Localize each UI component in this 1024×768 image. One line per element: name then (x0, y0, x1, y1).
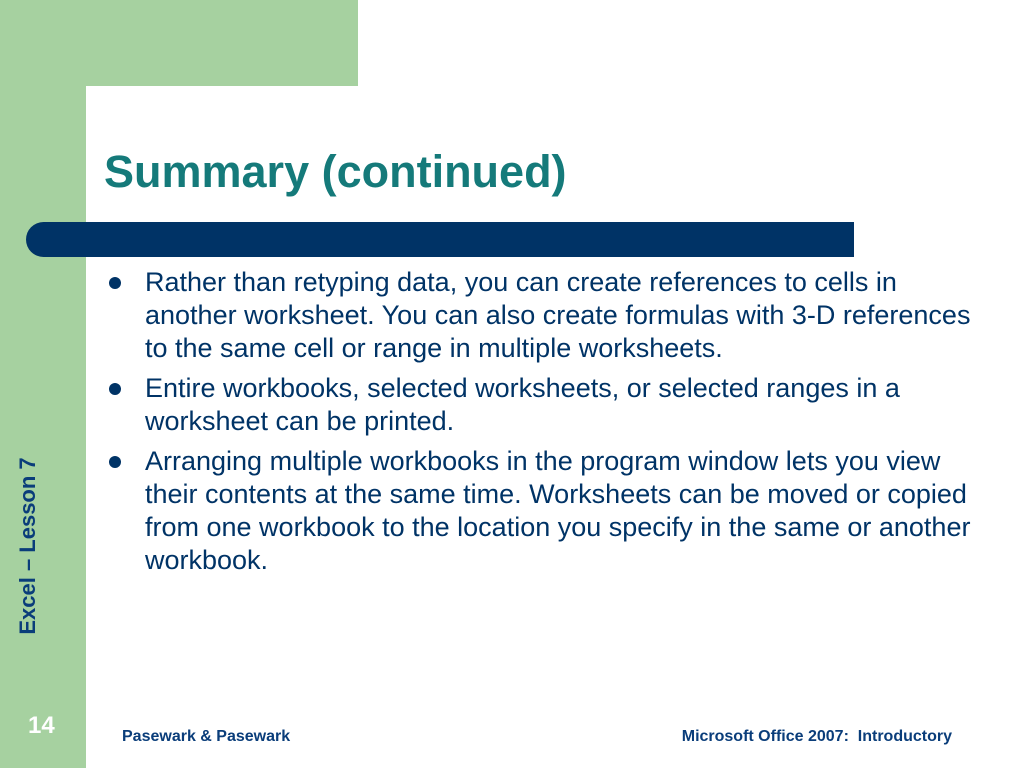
bullet-dot-icon (109, 383, 121, 395)
left-green-frame (0, 0, 86, 768)
lesson-side-label: Excel – Lesson 7 (15, 457, 40, 635)
bullet-dot-icon (109, 277, 121, 289)
footer-book-title: Microsoft Office 2007: Introductory (681, 728, 952, 745)
bullet-list (104, 266, 994, 584)
page-number: 14 (28, 712, 55, 739)
title-underline-bar (26, 222, 854, 257)
bullet-text: Rather than retyping data, you can create references to cells in another worksheet. You can also create formulas with 3-D references to the same cell or range in multiple worksheets. (145, 267, 971, 363)
bullet-text: Entire workbooks, selected worksheets, or selected ranges in a worksheet can be printed. (145, 373, 900, 436)
bullet-item (104, 372, 994, 438)
bullet-item (104, 266, 994, 365)
top-green-frame (0, 0, 358, 86)
bullet-item (104, 445, 994, 577)
bullet-text: Arranging multiple workbooks in the program window lets you view their contents at the same time. Worksheets can be moved or copied from one workbook to the location you specify in the same or another workbook. (145, 446, 971, 575)
footer-author: Pasewark & Pasewark (122, 728, 291, 745)
bullet-dot-icon (109, 456, 121, 468)
slide-title: Summary (continued) (104, 146, 567, 197)
